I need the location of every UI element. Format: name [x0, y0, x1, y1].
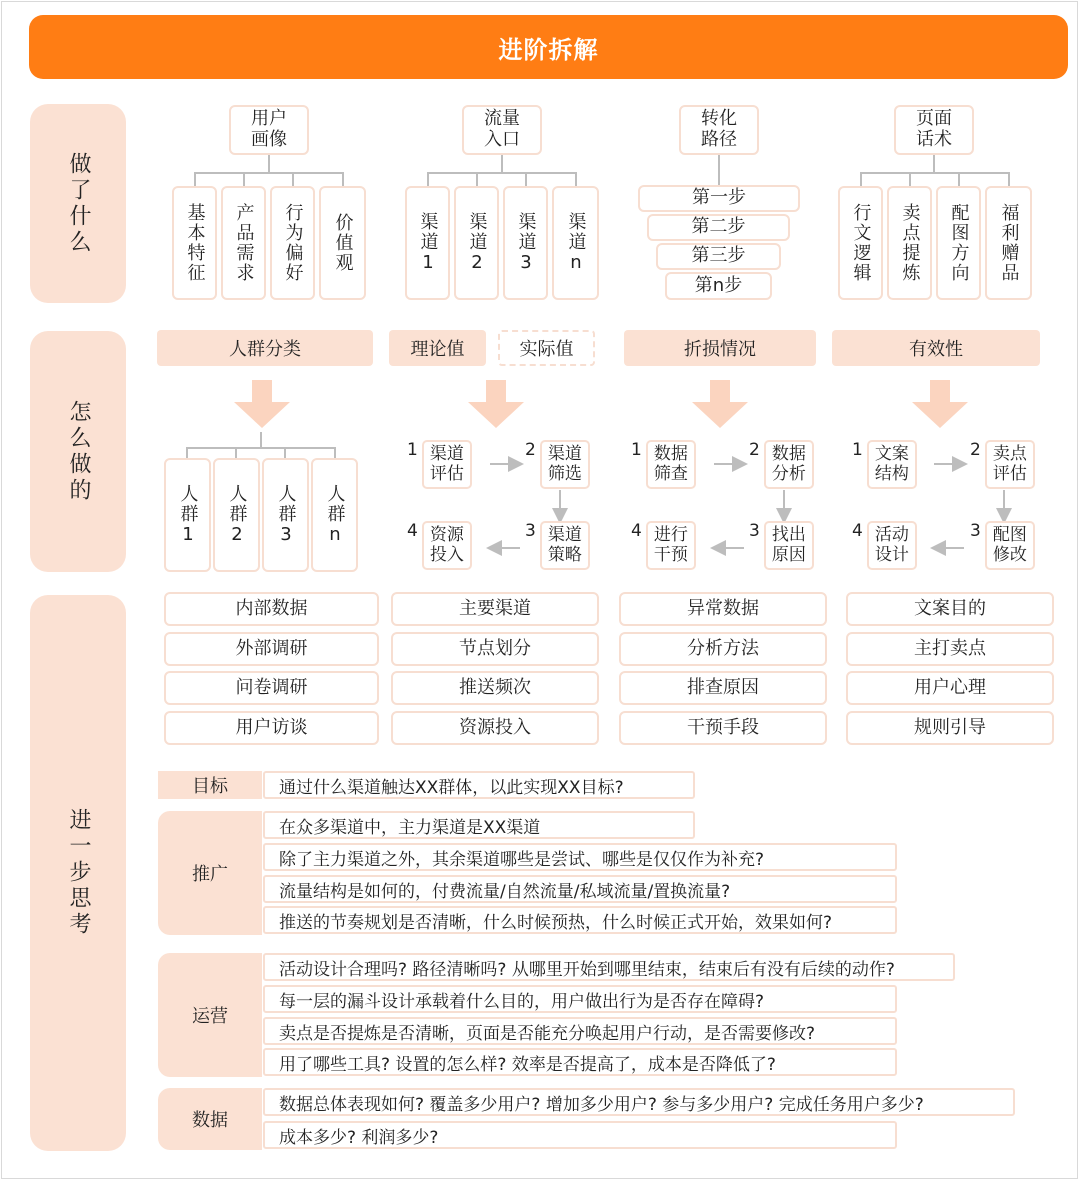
how-crowd-item: 人群n	[311, 458, 358, 572]
list-col2-item: 资源投入	[391, 711, 599, 745]
how-col2-step: 2 渠道 筛选	[525, 440, 590, 489]
what-col1-item: 行为偏好	[270, 186, 315, 300]
what-col2-item: 渠道1	[405, 186, 450, 300]
question-item: 推送的节奏规划是否清晰，什么时候预热，什么时候正式开始，效果如何?	[263, 906, 897, 934]
list-col1-item: 用户访谈	[164, 711, 379, 745]
list-col1-item: 问卷调研	[164, 671, 379, 705]
how-col2-head-a: 理论值	[389, 330, 486, 366]
question-tag-promo: 推广	[158, 811, 262, 935]
list-col3-item: 排查原因	[619, 671, 827, 705]
list-col2-item: 推送频次	[391, 671, 599, 705]
what-col3-step: 第二步	[647, 214, 790, 241]
how-col3-step: 1 数据 筛查	[631, 440, 696, 489]
question-item: 活动设计合理吗? 路径清晰吗? 从哪里开始到哪里结束，结束后有没有后续的动作?	[263, 953, 955, 981]
section-what	[30, 104, 126, 303]
how-col4-step: 2 卖点 评估	[970, 440, 1035, 489]
what-col4-item: 卖点提炼	[887, 186, 932, 300]
how-col1-head: 人群分类	[157, 330, 373, 366]
down-arrow-icon	[466, 380, 526, 430]
what-col3-head: 转化 路径	[679, 105, 759, 155]
question-item: 卖点是否提炼是否清晰，页面是否能充分唤起用户行动，是否需要修改?	[263, 1017, 897, 1045]
section-how	[30, 331, 126, 572]
what-col1-item: 价值观	[319, 186, 366, 300]
how-col4-step: 3 配图 修改	[970, 521, 1035, 570]
what-col3-step: 第一步	[638, 185, 800, 212]
list-col1-item: 外部调研	[164, 632, 379, 666]
question-item: 除了主力渠道之外，其余渠道哪些是尝试、哪些是仅仅作为补充?	[263, 843, 897, 871]
what-col2-item: 渠道n	[552, 186, 599, 300]
how-col3-step: 3 找出 原因	[749, 521, 814, 570]
down-arrow-icon	[232, 380, 292, 430]
what-col4-item: 配图方向	[936, 186, 981, 300]
question-tag-ops: 运营	[158, 953, 262, 1077]
what-col2-item: 渠道2	[454, 186, 499, 300]
list-col2-item: 节点划分	[391, 632, 599, 666]
list-col3-item: 异常数据	[619, 592, 827, 626]
question-tag-data: 数据	[158, 1088, 262, 1150]
title-banner	[29, 15, 1068, 79]
what-col1-head: 用户 画像	[229, 105, 309, 155]
question-item: 流量结构是如何的，付费流量/自然流量/私域流量/置换流量?	[263, 875, 897, 903]
list-col4-item: 用户心理	[846, 671, 1054, 705]
what-col2-head: 流量 入口	[462, 105, 542, 155]
how-crowd-item: 人群2	[213, 458, 260, 572]
what-col4-head: 页面 话术	[894, 105, 974, 155]
what-col2-item: 渠道3	[503, 186, 548, 300]
how-col2-step: 1 渠道 评估	[407, 440, 472, 489]
question-item: 每一层的漏斗设计承载着什么目的，用户做出行为是否存在障碍?	[263, 985, 897, 1013]
question-item: 通过什么渠道触达XX群体，以此实现XX目标?	[263, 771, 695, 799]
what-col4-item: 行文逻辑	[838, 186, 883, 300]
section-how-label: 怎么做的	[66, 399, 91, 504]
list-col3-item: 干预手段	[619, 711, 827, 745]
down-arrow-icon	[690, 380, 750, 430]
title-text: 进阶拆解	[498, 35, 599, 64]
how-col2-step: 3 渠道 策略	[525, 521, 590, 570]
section-think-label: 进一步思考	[66, 808, 91, 938]
what-col3-step: 第三步	[656, 243, 781, 270]
list-col4-item: 规则引导	[846, 711, 1054, 745]
what-col1-item: 基本特征	[172, 186, 217, 300]
list-col1-item: 内部数据	[164, 592, 379, 626]
question-tag-goal: 目标	[158, 771, 262, 799]
question-item: 在众多渠道中，主力渠道是XX渠道	[263, 811, 695, 839]
what-col4-item: 福利赠品	[985, 186, 1032, 300]
how-col2-step: 4 资源 投入	[407, 521, 472, 570]
section-think	[30, 595, 126, 1151]
question-item: 成本多少? 利润多少?	[263, 1121, 897, 1149]
how-crowd-item: 人群1	[164, 458, 211, 572]
how-col3-step: 2 数据 分析	[749, 440, 814, 489]
list-col4-item: 主打卖点	[846, 632, 1054, 666]
how-col4-head: 有效性	[832, 330, 1040, 366]
how-col4-step: 4 活动 设计	[852, 521, 917, 570]
what-col3-step: 第n步	[665, 272, 772, 300]
how-col4-step: 1 文案 结构	[852, 440, 917, 489]
how-crowd-item: 人群3	[262, 458, 309, 572]
how-col2-head-b: 实际值	[498, 330, 595, 366]
list-col4-item: 文案目的	[846, 592, 1054, 626]
down-arrow-icon	[910, 380, 970, 430]
question-item: 用了哪些工具? 设置的怎么样? 效率是否提高了，成本是否降低了?	[263, 1048, 897, 1076]
how-col3-step: 4 进行 干预	[631, 521, 696, 570]
list-col3-item: 分析方法	[619, 632, 827, 666]
list-col2-item: 主要渠道	[391, 592, 599, 626]
question-item: 数据总体表现如何? 覆盖多少用户? 增加多少用户? 参与多少用户? 完成任务用户多少?	[263, 1088, 1015, 1116]
what-col1-item: 产品需求	[221, 186, 266, 300]
section-what-label: 做了什么	[66, 151, 91, 256]
how-col3-head: 折损情况	[624, 330, 816, 366]
